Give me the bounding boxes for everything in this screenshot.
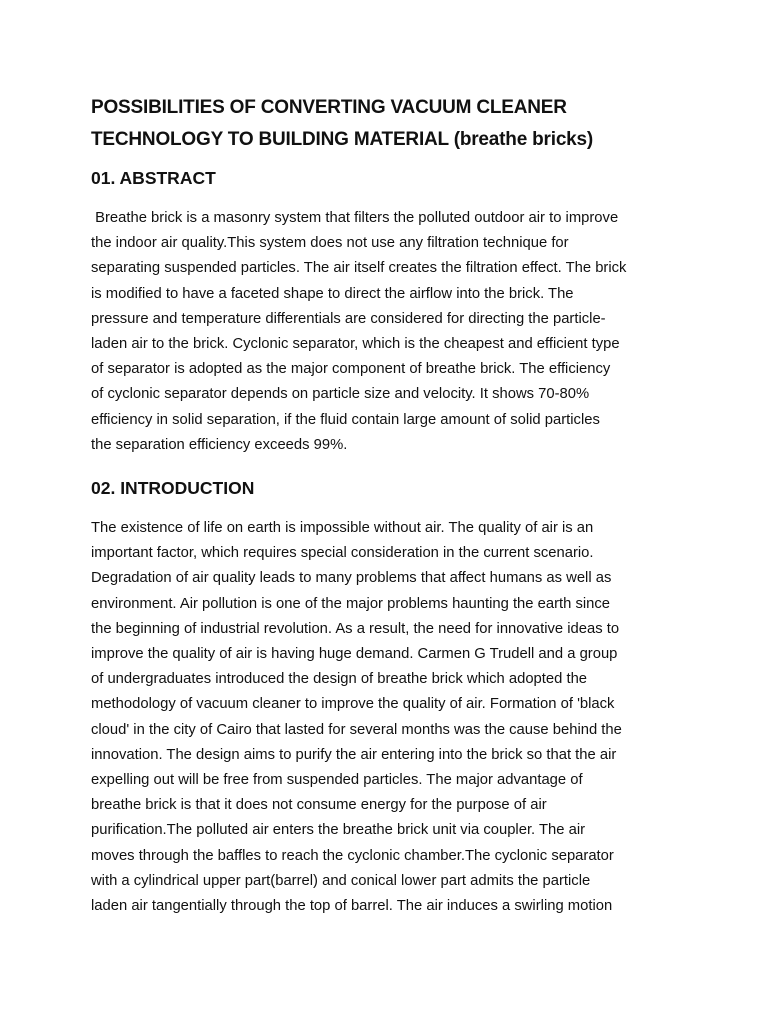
text-line: purification.The polluted air enters the breathe brick unit via coupler. The air bbox=[91, 822, 586, 839]
text-line: laden air tangentially through the top of barrel. The air induces a swirling motion bbox=[91, 898, 613, 915]
document-title bbox=[91, 92, 691, 155]
text-line: Degradation of air quality leads to many problems that affect humans as well as bbox=[91, 570, 612, 587]
text-line: efficiency in solid separation, if the fluid contain large amount of solid particles bbox=[91, 411, 600, 428]
text-line: cloud' in the city of Cairo that lasted for several months was the cause behind the bbox=[91, 721, 622, 738]
title-line-1: POSSIBILITIES OF CONVERTING VACUUM CLEANER bbox=[91, 97, 567, 118]
text-line: separating suspended particles. The air itself creates the filtration effect. The brick bbox=[91, 260, 627, 277]
text-line: the indoor air quality.This system does not use any filtration technique for bbox=[91, 235, 569, 252]
text-line: environment. Air pollution is one of the major problems haunting the earth since bbox=[91, 595, 611, 612]
abstract-paragraph bbox=[91, 206, 691, 458]
text-line: is modified to have a faceted shape to direct the airflow into the brick. The bbox=[91, 285, 574, 302]
introduction-heading: 02. INTRODUCTION bbox=[91, 478, 255, 499]
text-line: innovation. The design aims to purify the air entering into the brick so that the air bbox=[91, 746, 617, 763]
text-line: important factor, which requires special consideration in the current scenario. bbox=[91, 545, 594, 562]
text-line: pressure and temperature differentials are considered for directing the particle- bbox=[91, 310, 606, 327]
title-line-2: TECHNOLOGY TO BUILDING MATERIAL (breathe bricks) bbox=[91, 128, 594, 150]
text-line: methodology of vacuum cleaner to improve the quality of air. Formation of 'black bbox=[91, 696, 615, 713]
text-line: breathe brick is that it does not consume energy for the purpose of air bbox=[91, 797, 547, 814]
text-line: moves through the baffles to reach the cyclonic chamber.The cyclonic separator bbox=[91, 847, 614, 864]
text-line: The existence of life on earth is impossible without air. The quality of air is an bbox=[91, 520, 594, 537]
text-line: Breathe brick is a masonry system that filters the polluted outdoor air to improve bbox=[91, 210, 619, 226]
text-line: the separation efficiency exceeds 99%. bbox=[91, 436, 348, 453]
text-line: the beginning of industrial revolution. As a result, the need for innovative ideas to bbox=[91, 620, 620, 637]
document-page bbox=[91, 92, 691, 919]
introduction-paragraph bbox=[91, 516, 691, 919]
text-line: with a cylindrical upper part(barrel) and conical lower part admits the particle bbox=[91, 872, 591, 889]
text-line: of separator is adopted as the major component of breathe brick. The efficiency bbox=[91, 361, 611, 378]
text-line: of cyclonic separator depends on particle size and velocity. It shows 70-80% bbox=[91, 386, 590, 403]
text-line: of undergraduates introduced the design of breathe brick which adopted the bbox=[91, 671, 588, 688]
text-line: laden air to the brick. Cyclonic separator, which is the cheapest and efficient type bbox=[91, 336, 620, 353]
text-line: improve the quality of air is having huge demand. Carmen G Trudell and a group bbox=[91, 646, 618, 663]
text-line: expelling out will be free from suspended particles. The major advantage of bbox=[91, 772, 583, 789]
abstract-heading: 01. ABSTRACT bbox=[91, 168, 216, 188]
